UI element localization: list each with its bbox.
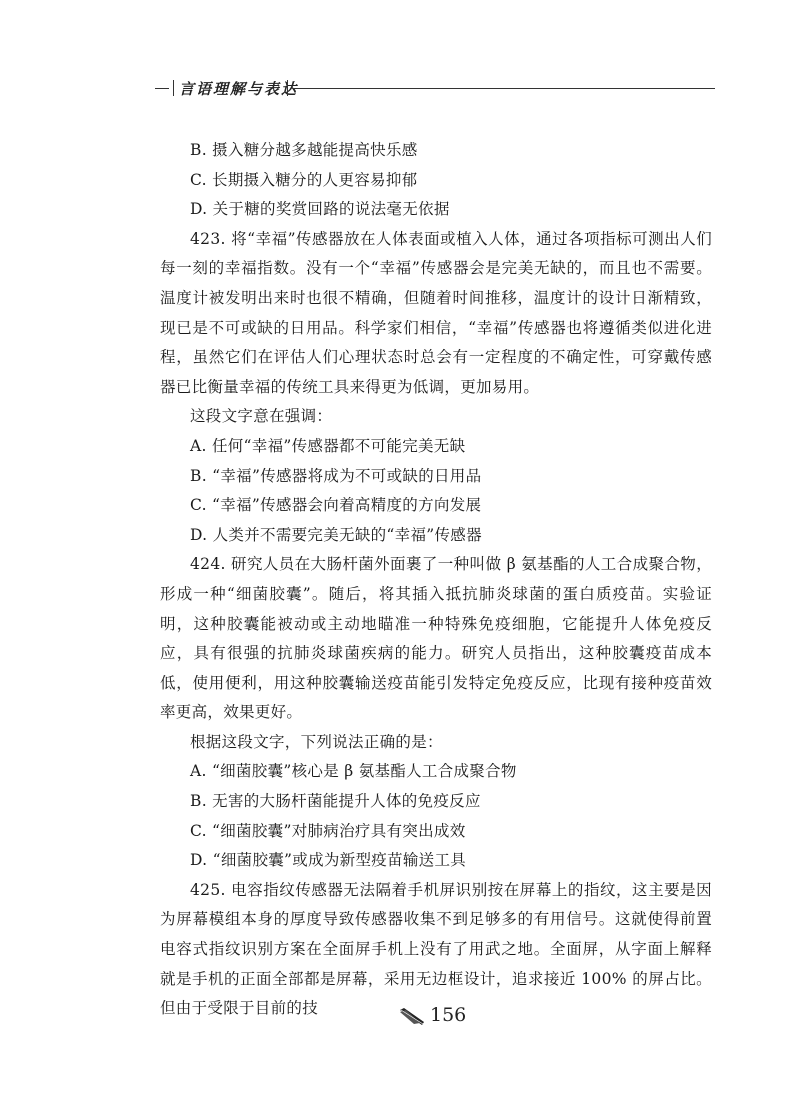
q424-option-a: A. “细菌胶囊”核心是 β 氨基酯人工合成聚合物 bbox=[190, 762, 517, 781]
pen-nib-icon bbox=[398, 1006, 428, 1026]
page-number: 156 bbox=[430, 1004, 467, 1026]
q424-option-d: D. “细菌胶囊”或成为新型疫苗输送工具 bbox=[190, 851, 467, 870]
header-bar-right bbox=[287, 80, 288, 96]
header-title: 言语理解与表达 bbox=[179, 80, 299, 98]
header-bar-left bbox=[173, 80, 174, 96]
q423-prompt: 这段文字意在强调： bbox=[190, 407, 333, 426]
running-header bbox=[155, 78, 715, 98]
q424-prompt: 根据这段文字，下列说法正确的是： bbox=[190, 732, 443, 751]
q424-passage: 424. 研究人员在大肠杆菌外面裹了一种叫做 β 氨基酯的人工合成聚合物，形成一种“细菌胶囊”。随后，将其插入抵抗肺炎球菌的蛋白质疫苗。实验证明，这种胶囊能被动或主动地瞄准一种特殊免疫细胞，它能提升人体免疫反应，具有很强的抗肺炎球菌疾病的能力。研究人员指出，这种胶囊疫苗成本低，使用便利，用这种胶囊输送疫苗能引发特定免疫反应，比现有接种疫苗效率更高，效果更好。 bbox=[160, 555, 712, 722]
q423-option-d: D. 人类并不需要完美无缺的“幸福”传感器 bbox=[190, 525, 482, 544]
q422-option-d: D. 关于糖的奖赏回路的说法毫无依据 bbox=[190, 200, 450, 219]
q423-option-a: A. 任何“幸福”传感器都不可能完美无缺 bbox=[190, 436, 466, 455]
header-rule-left bbox=[155, 88, 169, 89]
q424-option-c: C. “细菌胶囊”对肺病治疗具有突出成效 bbox=[190, 821, 466, 840]
q423-option-b: B. “幸福”传感器将成为不可或缺的日用品 bbox=[190, 466, 482, 485]
header-rule-right bbox=[293, 88, 715, 89]
q423-passage: 423. 将“幸福”传感器放在人体表面或植入人体，通过各项指标可测出人们每一刻的幸福指数。没有一个“幸福”传感器会是完美无缺的，而且也不需要。温度计被发明出来时也很不精确，但随着时间推移，温度计的设计日渐精致，现已是不可或缺的日用品。科学家们相信，“幸福”传感器也将遵循类似进化进程，虽然它们在评估人们心理状态时总会有一定程度的不确定性，可穿戴传感器已比衡量幸福的传统工具来得更为低调，更加易用。 bbox=[160, 229, 712, 396]
q425-passage: 425. 电容指纹传感器无法隔着手机屏识别按在屏幕上的指纹，这主要是因为屏幕模组本身的厚度导致传感器收集不到足够多的有用信号。这就使得前置电容式指纹识别方案在全面屏手机上没有了用武之地。全面屏，从字面上解释就是手机的正面全部都是屏幕，采用无边框设计，追求接近 100% 的屏占比。但由于受限于目前的技 bbox=[160, 880, 712, 1018]
page-footer bbox=[398, 1000, 466, 1026]
q422-option-b: B. 摄入糖分越多越能提高快乐感 bbox=[190, 141, 418, 159]
q422-option-c: C. 长期摄入糖分的人更容易抑郁 bbox=[190, 170, 418, 189]
q423-option-c: C. “幸福”传感器会向着高精度的方向发展 bbox=[190, 496, 482, 515]
q424-option-b: B. 无害的大肠杆菌能提升人体的免疫反应 bbox=[190, 792, 481, 811]
page-body bbox=[160, 136, 712, 1024]
